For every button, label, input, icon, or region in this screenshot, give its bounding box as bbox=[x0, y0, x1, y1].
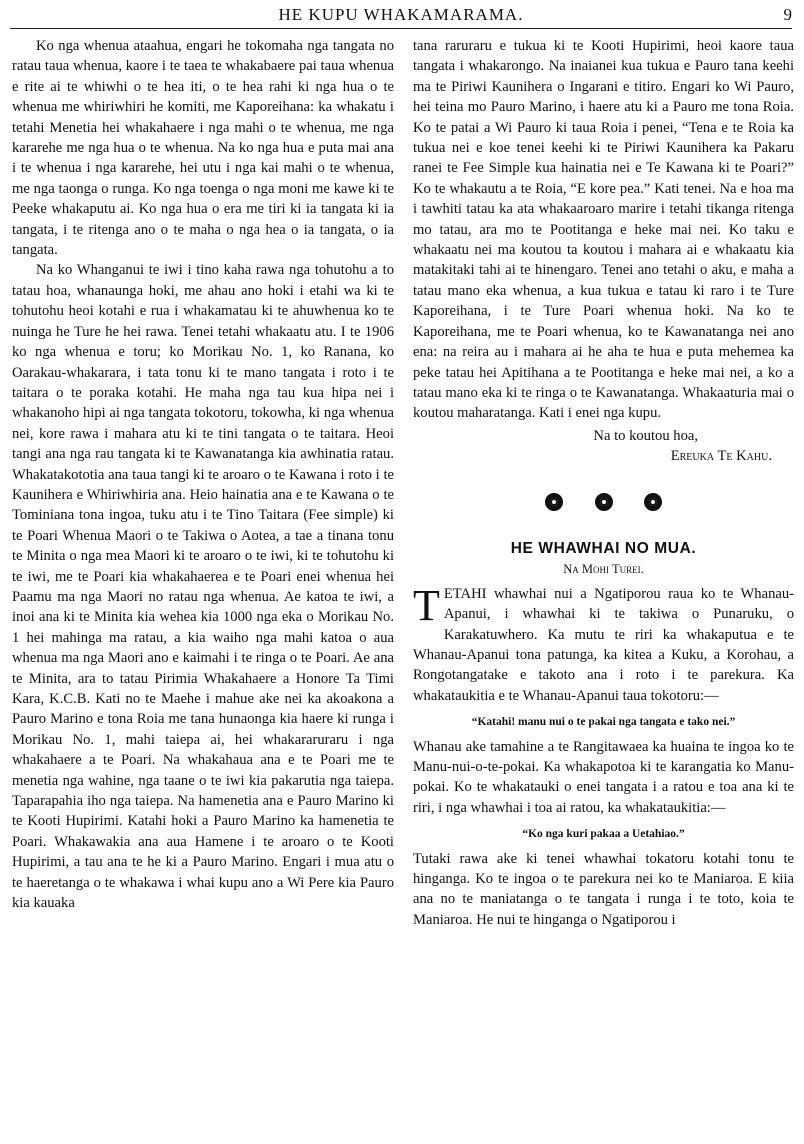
flower-icon bbox=[644, 493, 662, 511]
section-title: HE WHAWHAI NO MUA. bbox=[510, 539, 697, 557]
ornament-row bbox=[413, 493, 794, 517]
paragraph: Whanau ake tamahine a te Rangitawaea ka huaina te ingoa ko te Manu-nui-o-te-pokai. Ka whakapotoa ki te karangatia ko Manu-pokai. Ko te whakatauki o enei tangata i a ratou e toa ana ki te riri, i nga whawhai i toa ai ratou, ka whakataukitia:— bbox=[413, 738, 794, 816]
running-header bbox=[10, 2, 792, 29]
paragraph: tana raruraru e tukua ki te Kooti Hupirimi, heoi kaore taua tangata i whakarongo. Na inaianei kua tukua e Pauro tana keehi ma te Piriwi Kaunihera o Ingarani e titiro. Engari ko Wi Pauro, hei teina mo Pauro Marino, i haere atu ki a Pauro me tona Roia. Ko te patai a Wi Pauro ki taua Roia i penei, “Tena e te Roia ka tukua nei e koe tenei keehi ki te Piriwi Kaunihera ka Pakaru ranei te Fee Simple kua hainatia nei e Te Kawana ki te Poari?” Ko te whakautu a te Roia, “E kore pea.” Kati tenei. Na e hoa ma i tawhiti tatau ka ata whakaaroaro marire i tetahi tikanga ritenga mo tatau, ara mo te Pootitanga e heke mai nei. Ko taku e whakaatu nei ma koutou ta koutou i mahara ai e whakaatu kia matakitaki tahi ai te hinengaro. Tenei ano tetahi o aku, e maha a tatau mano eka whenua, a kua tukua e tatau ki raro i te Ture Kaporeihana, i te Ture Poari whenua hoki. Na ko te Kaporeihana, me te Poari whenua, ko te Kawanatanga nei ano ena: na reira au i mahara ai he aha te hua e puta mehemea ka peke tatau hei Apitihana a te Pootitanga e heke mai nei, a ko a tatau mano eka ki te ringa o te Kawanatanga. Whakaaturia mai o koutou maharatanga. Kati i enei nga kupu. bbox=[413, 38, 794, 422]
paragraph-text: ETAHI whawhai nui a Ngatiporou raua ko te Whanau-Apanui, i whawhai ki te takiwa o Punaruku, o Karakatuwhero. Ka mutu te riri ka whakaputua e te Whanau-Apanui tona patunga, ka kitea a Kuku, a Korohau, a Rongotangatake e takoto ana i roto i te parekura. Ka whakataukitia e te Whanau-Apanui taua tokotoru:— bbox=[413, 585, 794, 704]
paragraph: Na ko Whanganui te iwi i tino kaha rawa nga tohutohu a to tatau hoa, whanaunga hoki, me ahau ano hoki i etahi wa ki te tohutohu heoi kotahi e rua i whakamatau ki te ahuwhenua ko te nuinga he Ture he hei rawa. Tenei tetahi whakaatu atu. I te 1906 ko nga whenua e toru; ko Morikau No. 1, ko Ranana, ko Oarakau-whakarara, i tata tonu ki te mano tangata i roto i te taitara o te poraka kotahi. He maha nga tau kua hipa nei i whakanoho hipi ai nga tangata tokotoru, tokowha, ki nga whenua nei, kore rawa i mahara atu ki te tini tangata o te taitara. Heoi tangi ana nga rau tangata ki te Kawanatanga kia awhinatia ratau. Whakatakototia ana taua tangi ki te aroaro o te Kawana i roto i te Kaunihera e Whiriwhiria ana. Heio hainatia ana e te Kawana o te Tominiana tona ingoa, tuku atu i te Tino Taitara (Fee simple) ki te Poari Whenua Maori o te Takiwa o Aotea, a tae a tinana tonu te Minita o nga mea Maori ki te aroaro o te iwi, ki te tohutohu ki te iwi, me te Poari kia whakahaerea e te Poari enei whenua hei Paamu ma nga Maori no ratau nga whenua. Ae katoa te iwi, a inoi ana ki te Minita kia wehea kia 1000 nga eka o Morikau No. 1 hei mahinga ma ratau, a kia waiho nga mahi katoa o aua whenua ma nga Maori ano e kaimahi i te ringa o te Poari. Ae ana te Minita, ara to tatau Pirimia Whakahaere a Honore Ta Timi Kara, K.C.B. Kati no te Maehe i mahue ake nei ka akoakona a Pauro Marino e tona Roia me tana hunaonga kia haere ki runga i Morikau No. 1, mahi taiepa ai, hei whakararuraru i nga whakahaere a te Poari. Na whakahaua ana e te Poari me te menetia nga wahine, nga taane o te iwi kia pakarutia nga taiepa. Taparapahia iho nga taiepa. Na hamenetia ana e Pauro Marino ki te Kooti Hupirimi. Katahi hoki a Pauro Marino ka hamenetia te Poari. Whakawakia ana aua Hamene i te aroaro o te Kooti Hupirimi, a tau ana te he ki a Pauro Marino. Engari i mua atu o te haeretanga o te whakawa i whai kupu ano a Wi Pere kia Pauro kia kauaka bbox=[12, 262, 394, 912]
article-paragraph bbox=[413, 580, 794, 706]
paragraph: Ko nga whenua ataahua, engari he tokomaha nga tangata no ratau taua whenua, kaore i te taea te whakabaere pai taua whenua e rite ai te whiwhi o te hea iti, o te hea rahi ki nga hua o te whenua me whiriwhiri he komiti, me Kaporeihana: ka whakatu i tetahi Menetia hei whakahaere i nga mahi o te whenua, me nga kararehe me nga hua o te whenua. Na ko nga hua e puta mai ana i te whenua i nga kararehe, hei utu i nga kai mahi o te whenua, me nga taonga o runga. Ko nga toenga o nga moni me kawe ki te Peeke whakaputu ai. Ko nga hua o era me tiri ki ia tangata ki ia tangata, i te ritenga ano o te maha o nga hea o ia tangata, o ia tangata. bbox=[12, 38, 394, 259]
proverb-quote: “Ko nga kuri pakaa a Uetahiao.” bbox=[522, 828, 685, 841]
drop-cap: T bbox=[413, 580, 440, 630]
proverb-quote: “Katahi! manu nui o te pakai nga tangata e tako nei.” bbox=[471, 716, 736, 729]
byline: Na Mohi Turei. bbox=[563, 562, 644, 577]
letter-signature: Ereuka Te Kahu. bbox=[670, 448, 772, 465]
left-column bbox=[12, 36, 394, 913]
paragraph: Tutaki rawa ake ki tenei whawhai tokatoru kotahi tonu te hinganga. Ko te ingoa o te parekura nei ko te Maniaroa. E kiia ana no te maniatanga o te tangata i runga i te toto, koia te Maniaroa. He nui te hinganga o Ngatiporou i bbox=[413, 850, 794, 928]
flower-icon bbox=[545, 493, 563, 511]
page-number: 9 bbox=[783, 5, 792, 24]
running-title: HE KUPU WHAKAMARAMA. bbox=[278, 5, 524, 24]
right-column bbox=[413, 36, 794, 930]
flower-icon bbox=[595, 493, 613, 511]
letter-signoff: Na to koutou hoa, bbox=[593, 427, 698, 444]
